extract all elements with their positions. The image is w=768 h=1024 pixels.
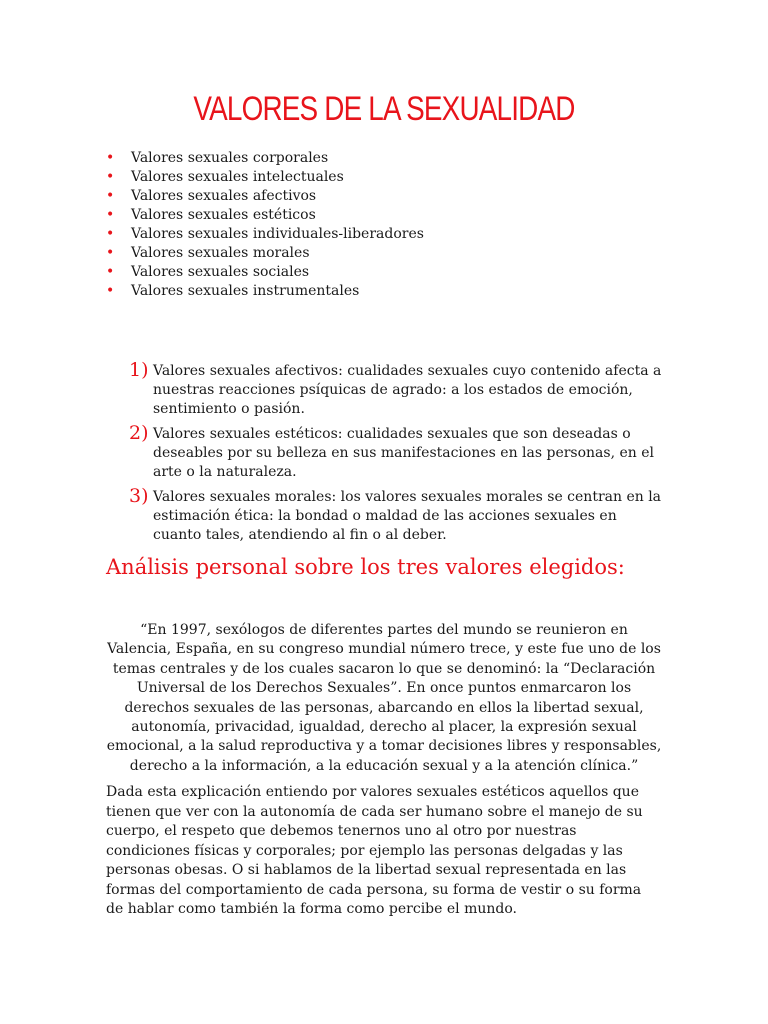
analysis-paragraph: Dada esta explicación entiendo por valores sexuales estéticos aquellos que tienen que ver con la autonomía de cada ser humano sobre el manejo de su cuerpo, el respeto que debemos tenernos uno al otro por nuestras condiciones físicas y corporales; por ejemplo las personas delgadas y las personas obesas. O si hablamos de la libertad sexual representada en las formas del comportamiento de cada persona, su forma de vestir o su forma de hablar como también la forma como percibe el mundo. [106, 784, 643, 917]
definition-item-morales [129, 485, 669, 545]
definition-item-afectivos [129, 359, 669, 419]
definition-text: Valores sexuales estéticos: cualidades sexuales que son deseadas o deseables por su belleza en sus manifestaciones en las personas, en el arte o la naturaleza. [153, 426, 655, 480]
bullet-item-morales: • Valores sexuales morales [106, 244, 424, 263]
document-title: VALORES DE LA SEXUALIDAD [193, 90, 575, 128]
quote-paragraph: “En 1997, sexólogos de diferentes partes del mundo se reunieron en Valencia, España, en su congreso mundial número trece, y este fue uno de los temas centrales y de los cuales sacaron lo que se denominó: la “Declaración Universal de los Derechos Sexuales”. En once puntos enmarcaron los derechos sexuales de las personas, abarcando en ellos la libertad sexual, autonomía, privacidad, igualdad, derecho al placer, la expresión sexual emocional, a la salud reproductiva y a tomar decisiones libres y responsables, derecho a la información, a la educación sexual y a la atención clínica.” [106, 622, 662, 774]
definition-number: 2) [129, 422, 149, 444]
bullet-item-esteticos: • Valores sexuales estéticos [106, 206, 424, 225]
analysis-heading: Análisis personal sobre los tres valores elegidos: [106, 555, 625, 579]
numbered-definitions [129, 359, 669, 551]
definition-text: Valores sexuales morales: los valores sexuales morales se centran en la estimación ética: la bondad o maldad de las acciones sexuales en cuanto tales, atendiendo al fin o al deber. [153, 489, 662, 543]
definition-item-esteticos [129, 422, 669, 482]
definition-text: Valores sexuales afectivos: cualidades sexuales cuyo contenido afecta a nuestras reacciones psíquicas de agrado: a los estados de emoción, sentimiento o pasión. [153, 363, 662, 417]
values-bullet-list [106, 149, 424, 301]
bullet-item-corporales: • Valores sexuales corporales [106, 149, 424, 168]
bullet-item-sociales: • Valores sexuales sociales [106, 263, 424, 282]
bullet-item-instrumentales: • Valores sexuales instrumentales [106, 282, 424, 301]
bullet-item-afectivos: • Valores sexuales afectivos [106, 187, 424, 206]
definition-number: 1) [129, 359, 149, 381]
bullet-item-intelectuales: • Valores sexuales intelectuales [106, 168, 424, 187]
definition-number: 3) [129, 485, 149, 507]
bullet-item-individuales: • Valores sexuales individuales-liberadores [106, 225, 424, 244]
